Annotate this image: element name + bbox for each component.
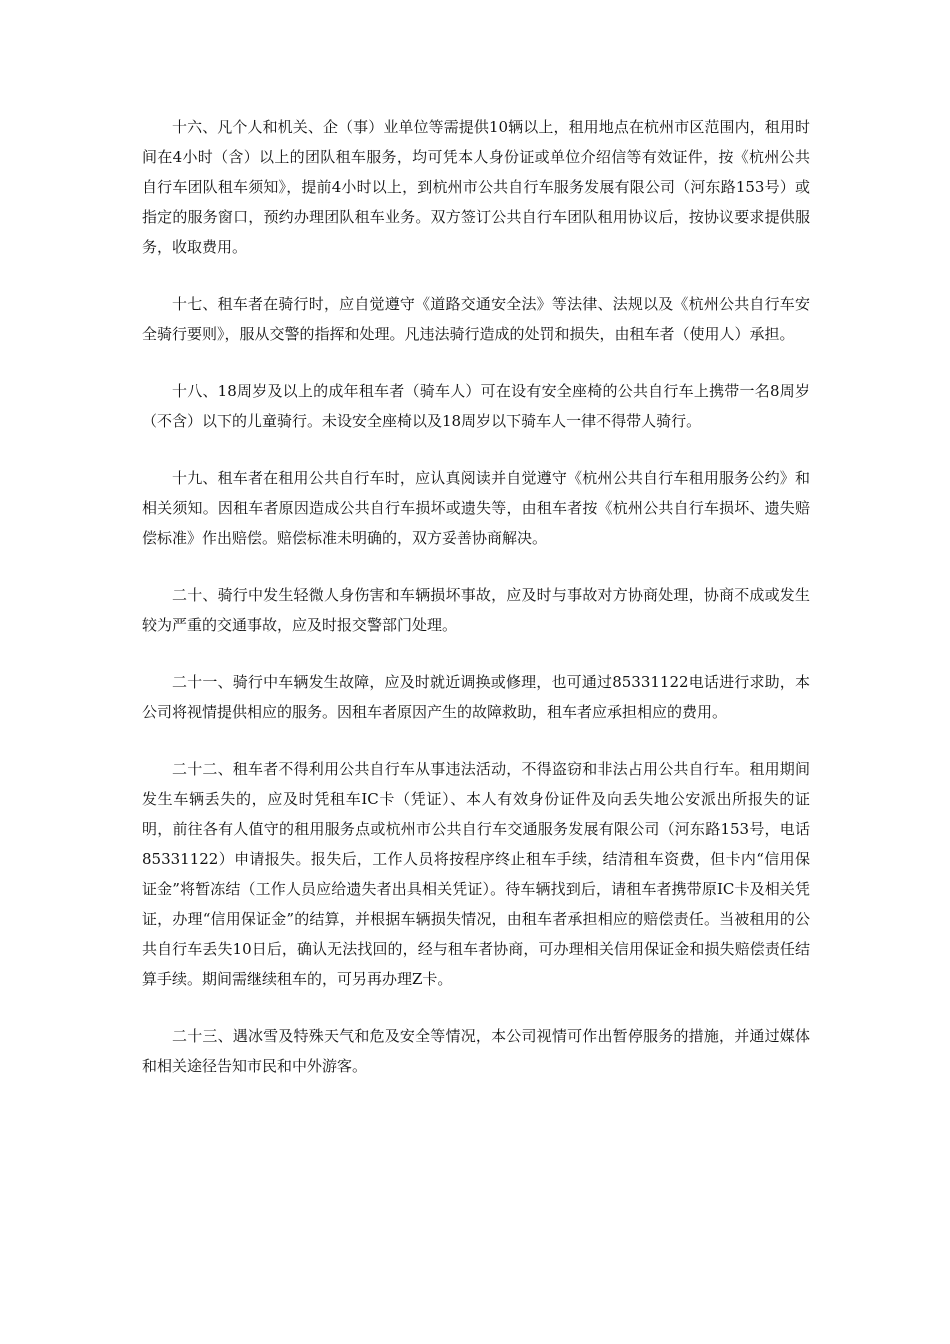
clause-16-paragraph: 十六、凡个人和机关、企（事）业单位等需提供10辆以上，租用地点在杭州市区范围内，租用时间在4小时（含）以上的团队租车服务，均可凭本人身份证或单位介绍信等有效证件，按《杭州公共自行车团队租车须知》，提前4小时以上，到杭州市公共自行车服务发展有限公司（河东路153号）或指定的服务窗口，预约办理团队租车业务。双方签订公共自行车团队租用协议后，按协议要求提供服务，收取费用。	[142, 118, 810, 256]
clause-21-paragraph: 二十一、骑行中车辆发生故障，应及时就近调换或修理，也可通过85331122电话进行求助，本公司将视情提供相应的服务。因租车者原因产生的故障救助，租车者应承担相应的费用。	[142, 673, 810, 721]
clause-17-paragraph: 十七、租车者在骑行时，应自觉遵守《道路交通安全法》等法律、法规以及《杭州公共自行车安全骑行要则》，服从交警的指挥和处理。凡违法骑行造成的处罚和损失，由租车者（使用人）承担。	[142, 295, 810, 343]
clause-19-paragraph: 十九、租车者在租用公共自行车时，应认真阅读并自觉遵守《杭州公共自行车租用服务公约》和相关须知。因租车者原因造成公共自行车损坏或遗失等，由租车者按《杭州公共自行车损坏、遗失赔偿标准》作出赔偿。赔偿标准未明确的，双方妥善协商解决。	[142, 469, 810, 547]
clause-23-paragraph: 二十三、遇冰雪及特殊天气和危及安全等情况，本公司视情可作出暂停服务的措施，并通过媒体和相关途径告知市民和中外游客。	[142, 1027, 810, 1075]
clause-22-paragraph: 二十二、租车者不得利用公共自行车从事违法活动，不得盗窃和非法占用公共自行车。租用期间发生车辆丢失的，应及时凭租车IC卡（凭证）、本人有效身份证件及向丢失地公安派出所报失的证明，前往各有人值守的租用服务点或杭州市公共自行车交通服务发展有限公司（河东路153号，电话85331122）申请报失。报失后，工作人员将按程序终止租车手续，结清租车资费，但卡内“信用保证金”将暂冻结（工作人员应给遗失者出具相关凭证）。待车辆找到后，请租车者携带原IC卡及相关凭证，办理“信用保证金”的结算，并根据车辆损失情况，由租车者承担相应的赔偿责任。当被租用的公共自行车丢失10日后，确认无法找回的，经与租车者协商，可办理相关信用保证金和损失赔偿责任结算手续。期间需继续租车的，可另再办理Z卡。	[142, 760, 810, 988]
document-body	[142, 112, 810, 1108]
clause-20-paragraph: 二十、骑行中发生轻微人身伤害和车辆损坏事故，应及时与事故对方协商处理，协商不成或发生较为严重的交通事故，应及时报交警部门处理。	[142, 586, 810, 634]
clause-18-paragraph: 十八、18周岁及以上的成年租车者（骑车人）可在设有安全座椅的公共自行车上携带一名8周岁（不含）以下的儿童骑行。未设安全座椅以及18周岁以下骑车人一律不得带人骑行。	[142, 382, 810, 430]
